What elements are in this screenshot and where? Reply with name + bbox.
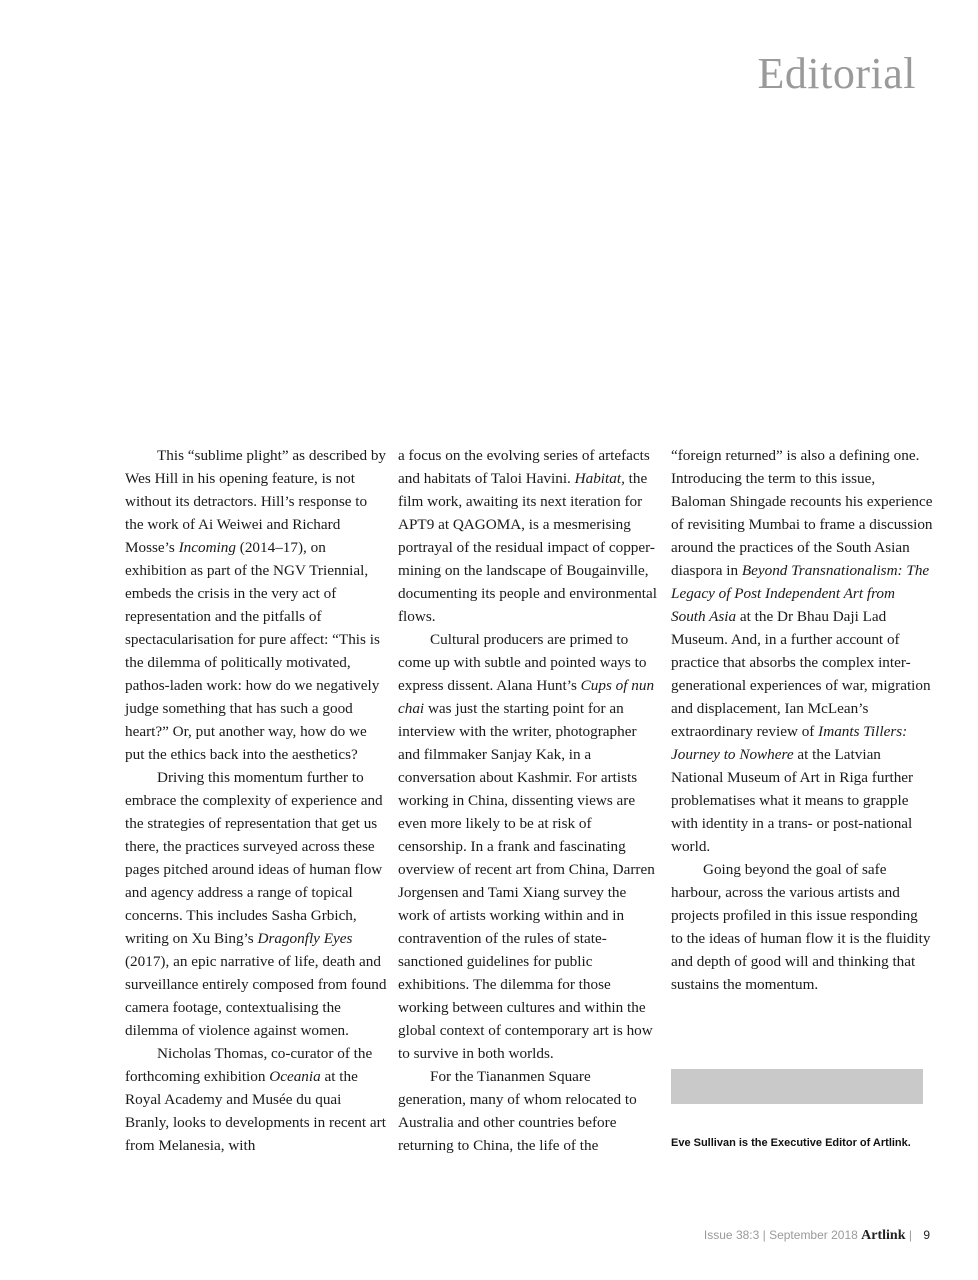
title-reference: Cups of nun chai (398, 677, 655, 717)
text-run: For the Tiananmen Square generation, many of whom relocated to Australia and other countries before returning to China, the life of the (398, 1068, 637, 1154)
text-run: at the Royal Academy and Musée du quai Branly, looks to developments in recent art from Melanesia, with (125, 1068, 386, 1154)
text-run: “foreign returned” is also a defining one. Introducing the term to this issue, Baloman Shingade recounts his experience of revisiting Mumbai to frame a discussion around the practices of the South Asian diaspora in (671, 447, 933, 579)
text-run: This “sublime plight” as described by Wes Hill in his opening feature, is not without its detractors. Hill’s response to the work of Ai Weiwei and Richard Mosse’s (125, 447, 387, 556)
paragraph (125, 444, 387, 766)
section-title: Editorial (757, 49, 916, 98)
paragraph (671, 858, 933, 996)
text-run: a focus on the evolving series of artefacts and habitats of Taloi Havini. (398, 447, 650, 487)
text-run: (2017), an epic narrative of life, death and surveillance entirely composed from found camera footage, contextualising the dilemma of violence against women. (125, 953, 387, 1039)
title-reference: Dragonfly Eyes (257, 930, 353, 947)
footer-issue: Issue 38:3 | September 2018 (703, 1228, 858, 1242)
title-reference: Oceania (269, 1068, 321, 1085)
page-footer (704, 1228, 930, 1244)
text-run: Cultural producers are primed to come up with subtle and pointed ways to express dissent. Alana Hunt’s (398, 631, 647, 694)
title-reference: Beyond Transnationalism: The Legacy of Post Independent Art from South Asia (671, 562, 930, 625)
paragraph (398, 1065, 660, 1157)
footer-brand: Artlink (861, 1228, 906, 1243)
text-run: at the Dr Bhau Daji Lad Museum. And, in a further account of practice that absorbs the complex inter-generational experiences of war, migration and displacement, Ian McLean’s extraordinary review of (671, 608, 931, 740)
text-run: was just the starting point for an interview with the writer, photographer and filmmaker Sanjay Kak, in a conversation about Kashmir. For artists working in China, dissenting views are even more likely to be at risk of censorship. In a frank and fascinating overview of recent art from China, Darren Jorgensen and Tami Xiang survey the work of artists working within and in contravention of the rules of state-sanctioned guidelines for public exhibitions. The dilemma for those working between cultures and within the global context of contemporary art is how to survive in both worlds. (398, 700, 655, 1062)
paragraph (125, 766, 387, 1042)
paragraph (398, 628, 660, 1065)
title-reference: Habitat, (574, 470, 625, 487)
title-reference: Incoming (178, 539, 236, 556)
author-note: Eve Sullivan is the Executive Editor of Artlink. (671, 1137, 911, 1149)
article-column-1 (125, 444, 387, 1157)
text-run: at the Latvian National Museum of Art in Riga further problematises what it means to grapple with identity in a trans- or post-national world. (671, 746, 914, 855)
text-run: Going beyond the goal of safe harbour, across the various artists and projects profiled in this issue responding to the ideas of human flow it is the fluidity and depth of good will and thinking that sustains the momentum. (671, 861, 931, 993)
paragraph (671, 444, 933, 858)
signature-bar (671, 1069, 923, 1104)
article-column-3 (671, 444, 933, 996)
text-run: (2014–17), on exhibition as part of the NGV Triennial, embeds the crisis in the very act of representation and the pitfalls of spectacularisation for pure affect: “This is the dilemma of politically motivated, pathos-laden work: how do we negatively judge something that has such a good heart?” Or, put another way, how do we put the ethics back into the aesthetics? (125, 539, 380, 763)
text-run: the film work, awaiting its next iteration for APT9 at QAGOMA, is a mesmerising portrayal of the residual impact of copper-mining on the landscape of Bougainville, documenting its people and environmental flows. (398, 470, 657, 625)
text-run: Driving this momentum further to embrace the complexity of experience and the strategies of representation that get us there, the practices surveyed across these pages pitched around ideas of human flow and agency address a range of topical concerns. This includes Sasha Grbich, writing on Xu Bing’s (125, 769, 383, 947)
footer-separator: | (908, 1228, 912, 1242)
paragraph (398, 444, 660, 628)
paragraph (125, 1042, 387, 1157)
text-run: Nicholas Thomas, co-curator of the forthcoming exhibition (125, 1045, 373, 1085)
title-reference: Imants Tillers: Journey to Nowhere (671, 723, 908, 763)
page-number: 9 (923, 1228, 930, 1242)
article-column-2 (398, 444, 660, 1157)
